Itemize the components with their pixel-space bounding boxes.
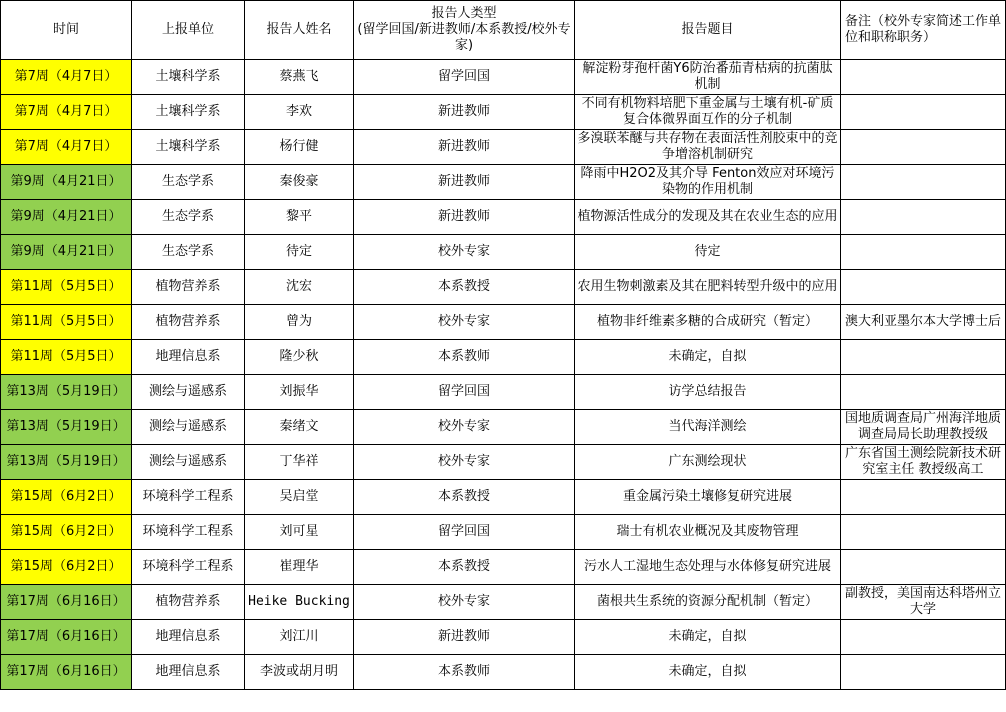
reporter-type-cell[interactable]: 新进教师 [354, 165, 575, 200]
remark-cell[interactable]: 澳大利亚墨尔本大学博士后 [841, 305, 1006, 340]
remark-cell[interactable] [841, 340, 1006, 375]
report-title-cell[interactable]: 未确定，自拟 [575, 340, 841, 375]
time-cell[interactable]: 第11周（5月5日） [1, 340, 132, 375]
unit-cell[interactable]: 地理信息系 [132, 340, 245, 375]
report-title-cell[interactable]: 瑞士有机农业概况及其废物管理 [575, 515, 841, 550]
table-row[interactable] [1, 235, 1006, 270]
remark-cell[interactable] [841, 95, 1006, 130]
reporter-name-cell[interactable]: 秦俊豪 [245, 165, 354, 200]
remark-cell[interactable] [841, 165, 1006, 200]
reporter-name-cell[interactable]: 杨行健 [245, 130, 354, 165]
table-row[interactable] [1, 375, 1006, 410]
reporter-type-cell[interactable]: 校外专家 [354, 305, 575, 340]
remark-cell[interactable]: 广东省国土测绘院新技术研究室主任 教授级高工 [841, 445, 1006, 480]
report-title-cell[interactable]: 污水人工湿地生态处理与水体修复研究进展 [575, 550, 841, 585]
time-cell[interactable]: 第7周（4月7日） [1, 60, 132, 95]
unit-cell[interactable]: 测绘与遥感系 [132, 375, 245, 410]
reporter-name-cell[interactable]: 刘振华 [245, 375, 354, 410]
reporter-type-cell[interactable]: 新进教师 [354, 620, 575, 655]
time-cell[interactable]: 第13周（5月19日） [1, 375, 132, 410]
remark-cell[interactable]: 国地质调查局广州海洋地质调查局局长助理教授级 [841, 410, 1006, 445]
reporter-name-cell[interactable]: 沈宏 [245, 270, 354, 305]
reporter-name-cell[interactable]: Heike Bucking [245, 585, 354, 620]
time-cell[interactable]: 第7周（4月7日） [1, 130, 132, 165]
report-title-cell[interactable]: 多溴联苯醚与共存物在表面活性剂胶束中的竞争增溶机制研究 [575, 130, 841, 165]
table-row[interactable] [1, 165, 1006, 200]
unit-cell[interactable]: 生态学系 [132, 200, 245, 235]
reporter-name-cell[interactable]: 刘可星 [245, 515, 354, 550]
report-title-cell[interactable]: 植物非纤维素多糖的合成研究（暂定） [575, 305, 841, 340]
table-row[interactable] [1, 480, 1006, 515]
report-title-cell[interactable]: 未确定，自拟 [575, 620, 841, 655]
unit-cell[interactable]: 土壤科学系 [132, 95, 245, 130]
time-cell[interactable]: 第9周（4月21日） [1, 165, 132, 200]
report-title-cell[interactable]: 农用生物刺激素及其在肥料转型升级中的应用 [575, 270, 841, 305]
header-remark: 备注（校外专家简述工作单位和职称职务） [841, 1, 1006, 60]
unit-cell[interactable]: 土壤科学系 [132, 60, 245, 95]
unit-cell[interactable]: 地理信息系 [132, 655, 245, 690]
header-row [1, 1, 1006, 60]
table-row[interactable] [1, 305, 1006, 340]
time-cell[interactable]: 第9周（4月21日） [1, 235, 132, 270]
unit-cell[interactable]: 测绘与遥感系 [132, 445, 245, 480]
remark-cell[interactable]: 副教授，美国南达科塔州立大学 [841, 585, 1006, 620]
reporter-type-cell[interactable]: 本系教师 [354, 340, 575, 375]
unit-cell[interactable]: 环境科学工程系 [132, 515, 245, 550]
unit-cell[interactable]: 环境科学工程系 [132, 550, 245, 585]
reporter-name-cell[interactable]: 崔理华 [245, 550, 354, 585]
remark-cell[interactable] [841, 550, 1006, 585]
remark-cell[interactable] [841, 620, 1006, 655]
time-cell[interactable]: 第17周（6月16日） [1, 620, 132, 655]
remark-cell[interactable] [841, 200, 1006, 235]
reporter-type-cell[interactable]: 留学回国 [354, 60, 575, 95]
header-type [354, 1, 575, 60]
time-cell[interactable]: 第17周（6月16日） [1, 655, 132, 690]
table-row[interactable] [1, 410, 1006, 445]
table-row[interactable] [1, 445, 1006, 480]
unit-cell[interactable]: 植物营养系 [132, 585, 245, 620]
reporter-type-cell[interactable]: 校外专家 [354, 235, 575, 270]
time-cell[interactable]: 第9周（4月21日） [1, 200, 132, 235]
reporter-name-cell[interactable]: 秦绪文 [245, 410, 354, 445]
table-row[interactable] [1, 95, 1006, 130]
time-cell[interactable]: 第15周（6月2日） [1, 515, 132, 550]
reporter-name-cell[interactable]: 丁华祥 [245, 445, 354, 480]
unit-cell[interactable]: 土壤科学系 [132, 130, 245, 165]
time-cell[interactable]: 第13周（5月19日） [1, 445, 132, 480]
reporter-type-cell[interactable]: 本系教授 [354, 550, 575, 585]
remark-cell[interactable] [841, 130, 1006, 165]
header-title: 报告题目 [575, 1, 841, 60]
report-title-cell[interactable]: 不同有机物料培肥下重金属与土壤有机-矿质复合体微界面互作的分子机制 [575, 95, 841, 130]
table-row[interactable] [1, 550, 1006, 585]
reporter-type-cell[interactable]: 新进教师 [354, 95, 575, 130]
remark-cell[interactable] [841, 235, 1006, 270]
remark-cell[interactable] [841, 270, 1006, 305]
header-time: 时间 [1, 1, 132, 60]
reporter-type-cell[interactable]: 本系教授 [354, 480, 575, 515]
report-title-cell[interactable]: 待定 [575, 235, 841, 270]
table-row[interactable] [1, 515, 1006, 550]
reporter-name-cell[interactable]: 蔡燕飞 [245, 60, 354, 95]
remark-cell[interactable] [841, 60, 1006, 95]
unit-cell[interactable]: 地理信息系 [132, 620, 245, 655]
time-cell[interactable]: 第15周（6月2日） [1, 480, 132, 515]
reporter-type-cell[interactable]: 留学回国 [354, 515, 575, 550]
table-row[interactable] [1, 585, 1006, 620]
report-title-cell[interactable]: 广东测绘现状 [575, 445, 841, 480]
reporter-name-cell[interactable]: 李波或胡月明 [245, 655, 354, 690]
reporter-type-cell[interactable]: 校外专家 [354, 410, 575, 445]
header-type-text: 报告人类型 (留学回国/新进教师/本系教授/校外专家) [357, 6, 571, 53]
table-row[interactable] [1, 200, 1006, 235]
time-cell[interactable]: 第7周（4月7日） [1, 95, 132, 130]
time-cell[interactable]: 第11周（5月5日） [1, 305, 132, 340]
table-row[interactable] [1, 270, 1006, 305]
report-title-cell[interactable]: 解淀粉芽孢杆菌Y6防治番茄青枯病的抗菌肽机制 [575, 60, 841, 95]
remark-cell[interactable] [841, 655, 1006, 690]
table-row[interactable] [1, 655, 1006, 690]
table-row[interactable] [1, 130, 1006, 165]
unit-cell[interactable]: 环境科学工程系 [132, 480, 245, 515]
reporter-type-cell[interactable]: 新进教师 [354, 130, 575, 165]
reporter-name-cell[interactable]: 李欢 [245, 95, 354, 130]
reporter-name-cell[interactable]: 吴启堂 [245, 480, 354, 515]
unit-cell[interactable]: 生态学系 [132, 165, 245, 200]
report-title-cell[interactable]: 重金属污染土壤修复研究进展 [575, 480, 841, 515]
reporter-type-cell[interactable]: 新进教师 [354, 200, 575, 235]
remark-cell[interactable] [841, 515, 1006, 550]
reporter-type-cell[interactable]: 校外专家 [354, 585, 575, 620]
time-cell[interactable]: 第13周（5月19日） [1, 410, 132, 445]
unit-cell[interactable]: 生态学系 [132, 235, 245, 270]
time-cell[interactable]: 第11周（5月5日） [1, 270, 132, 305]
report-title-cell[interactable]: 菌根共生系统的资源分配机制（暂定） [575, 585, 841, 620]
reporter-type-cell[interactable]: 留学回国 [354, 375, 575, 410]
time-cell[interactable]: 第15周（6月2日） [1, 550, 132, 585]
reporter-name-cell[interactable]: 隆少秋 [245, 340, 354, 375]
table-row[interactable] [1, 620, 1006, 655]
reporter-name-cell[interactable]: 待定 [245, 235, 354, 270]
report-title-cell[interactable]: 植物源活性成分的发现及其在农业生态的应用 [575, 200, 841, 235]
reporter-type-cell[interactable]: 本系教师 [354, 655, 575, 690]
report-title-cell[interactable]: 访学总结报告 [575, 375, 841, 410]
reporter-name-cell[interactable]: 曾为 [245, 305, 354, 340]
remark-cell[interactable] [841, 375, 1006, 410]
report-title-cell[interactable]: 降雨中H2O2及其介导 Fenton效应对环境污染物的作用机制 [575, 165, 841, 200]
unit-cell[interactable]: 植物营养系 [132, 305, 245, 340]
reporter-type-cell[interactable]: 校外专家 [354, 445, 575, 480]
time-cell[interactable]: 第17周（6月16日） [1, 585, 132, 620]
report-title-cell[interactable]: 当代海洋测绘 [575, 410, 841, 445]
table-row[interactable] [1, 60, 1006, 95]
table-row[interactable] [1, 340, 1006, 375]
unit-cell[interactable]: 测绘与遥感系 [132, 410, 245, 445]
header-name: 报告人姓名 [245, 1, 354, 60]
header-unit: 上报单位 [132, 1, 245, 60]
reporter-name-cell[interactable]: 刘江川 [245, 620, 354, 655]
remark-cell[interactable] [841, 480, 1006, 515]
unit-cell[interactable]: 植物营养系 [132, 270, 245, 305]
report-title-cell[interactable]: 未确定，自拟 [575, 655, 841, 690]
reporter-name-cell[interactable]: 黎平 [245, 200, 354, 235]
table-body [1, 60, 1006, 690]
reporter-type-cell[interactable]: 本系教授 [354, 270, 575, 305]
